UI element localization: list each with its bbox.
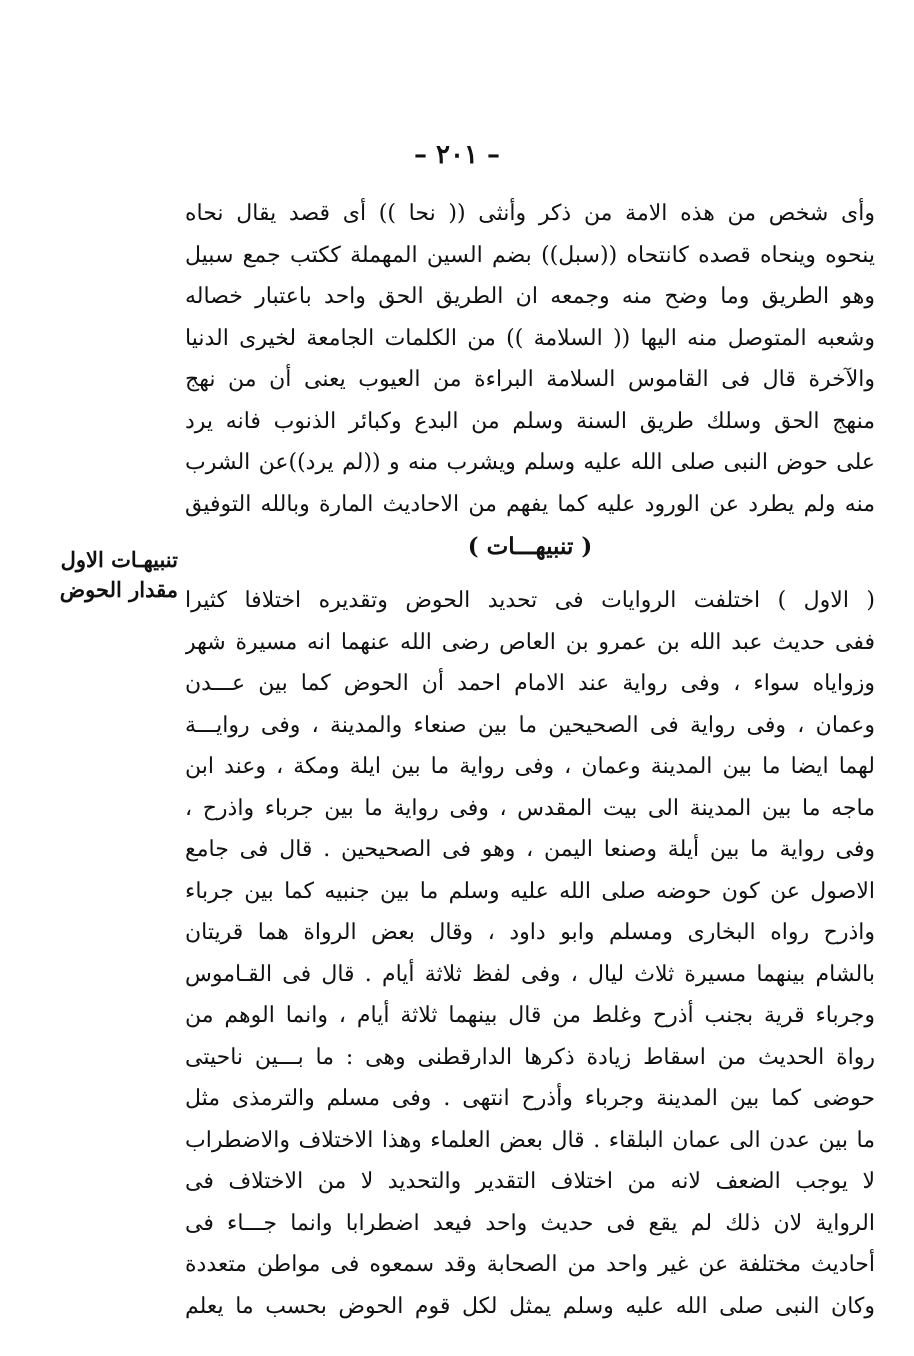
text-line: وجرباء قرية بجنب أذرح وغلط من قال بينهما ثلاثة أيام ، وانما الوهم من (185, 1003, 875, 1028)
text-line: وعمان ، وفى رواية فى الصحيحين ما بين صنعاء والمدينة ، وفى روايـــة (185, 712, 875, 738)
text-line: وهو الطريق وما وضح منه وجمعه ان الطريق الحق واحد باعتبار خصاله (185, 284, 875, 309)
text-line: واذرح رواه البخارى ومسلم وابو داود ، وقال بعض الرواة هما قريتان (185, 920, 875, 945)
text-line: وكان النبى صلى الله عليه وسلم يمثل لكل قوم الحوض بحسب ما يعلم (185, 1293, 875, 1319)
text-line: وشعبه المتوصل منه اليها (( السلامة )) من الكلمات الجامعة لخيرى الدنيا (185, 325, 875, 351)
page-number: – ٢٠١ – (413, 140, 501, 170)
text-line: وزواياه سواء ، وفى رواية عند الامام احمد أن الحوض كما بين عـــدن (185, 671, 875, 696)
text-line: وفى رواية ما بين أيلة وصنعا اليمن ، وهو فى الصحيحين . قال فى جامع (185, 837, 875, 862)
text-line: وأى شخص من هذه الامة من ذكر وأنثى (( نحا )) أى قصد يقال نحاه (185, 201, 875, 226)
margin-note-line: تنبيهـات الاول (60, 547, 178, 572)
text-line: لهما ايضا ما بين المدينة وعمان ، وفى رواية ما بين ايلة ومكة ، وعند ابن (185, 754, 875, 779)
text-line: حوضى كما بين المدينة وجرباء وأذرح انتهى . وفى مسلم والترمذى مثل (185, 1086, 875, 1111)
text-line: أحاديث مختلفة عن غير واحد من الصحابة وقد سمعوه فى مواطن متعددة (185, 1252, 875, 1277)
text-line: الاصول عن كون حوضه صلى الله عليه وسلم ما بين جنبيه كما بين جرباء (185, 878, 875, 904)
paragraph-hadith-commentary (185, 193, 875, 525)
text-line: لا يوجب الضعف لانه من اختلاف التقدير والتحديد لا من الاختلاف فى (185, 1169, 875, 1194)
paragraph-first-note (185, 580, 875, 1327)
text-line: ففى حديث عبد الله بن عمرو بن العاص رضى الله عنهما انه مسيرة شهر (185, 629, 875, 655)
text-line: منه ولم يطرد عن الورود عليه كما يفهم من الاحاديث المارة وبالله التوفيق (185, 491, 875, 517)
text-line: على حوض النبى صلى الله عليه وسلم ويشرب منه و ((لم يرد))عن الشرب (185, 450, 875, 475)
text-line: ماجه ما بين المدينة الى بيت المقدس ، وفى رواية ما بين جرباء واذرح ، (185, 795, 875, 821)
text-line: والآخرة قال فى القاموس السلامة البراءة من العيوب يعنى أن من نهج (185, 367, 875, 392)
margin-note (18, 545, 178, 605)
text-line: بالشام بينهما مسيرة ثلاث ليال ، وفى لفظ ثلاثة أيام . قال فى القـاموس (185, 961, 875, 987)
text-line: ينحوه وينحاه قصده كانتحاه ((سبل)) بضم السين المهملة ككتب جمع سبيل (185, 242, 875, 268)
text-line: الرواية لان ذلك لم يقع فى حديث واحد فيعد اضطرابا وانما جـــاء فى (185, 1210, 875, 1236)
text-line: رواة الحديث من اسقاط زيادة ذكرها الدارقطنى وهى : ما بـــين ناحيتى (185, 1044, 875, 1070)
text-line: منهج الحق وسلك طريق السنة وسلم من البدع وكبائر الذنوب فانه يرد (185, 408, 875, 434)
text-line: ما بين عدن الى عمان البلقاء . قال بعض العلماء وهذا الاختلاف والاضطراب (185, 1127, 875, 1153)
section-heading: ( تنبيهـــات ) (467, 533, 593, 560)
text-line: ( الاول ) اختلفت الروايات فى تحديد الحوض وتقديره اختلافا كثيرا (185, 588, 875, 613)
margin-note-line: مقدار الحوض (59, 577, 178, 602)
